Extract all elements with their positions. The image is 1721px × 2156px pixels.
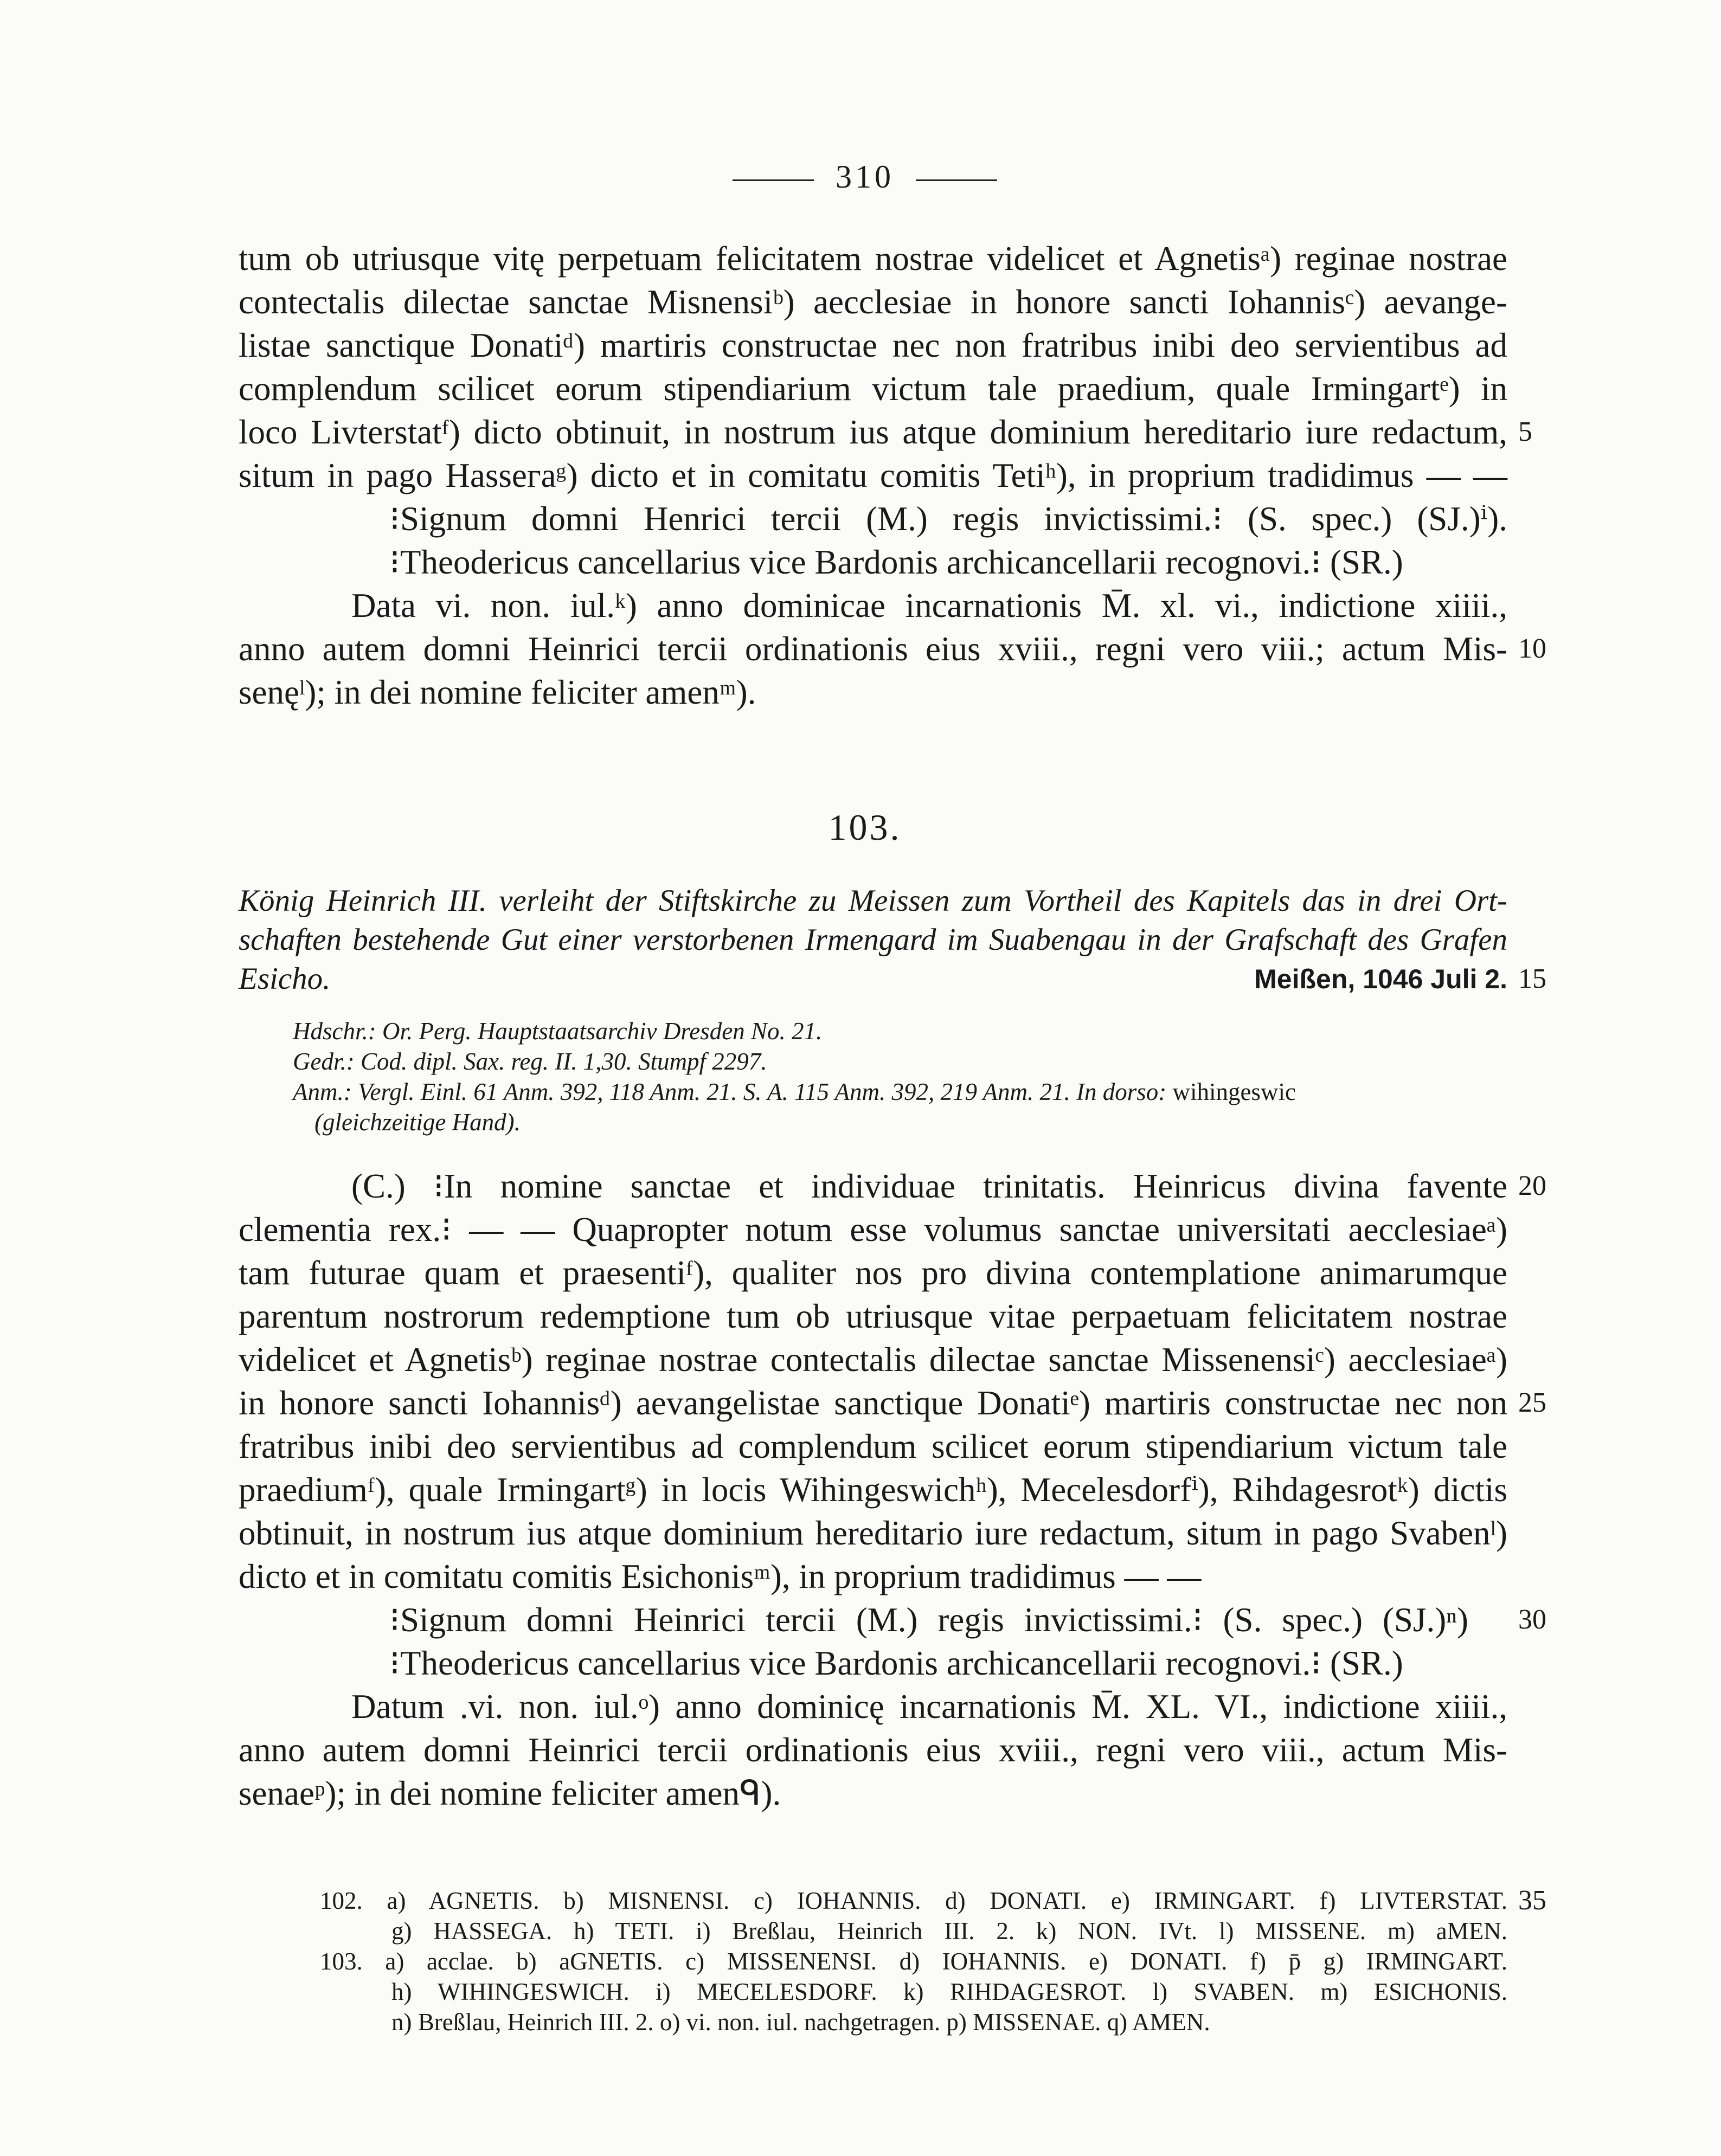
doc102-line: situm in pago Hasseгaᵍ) dicto et in comitatu comitis Tetiʰ), in proprium tradidimus — — [239, 456, 1507, 494]
doc103-line: in honore sancti Iohannisᵈ) aevangelistae sanctique Donatiᵉ) martiris constructae nec non [239, 1384, 1507, 1422]
doc103-line: anno autem domni Heinrici tercii ordinationis eius xviii., regni vero viii., actum Mis- [239, 1731, 1507, 1769]
line-number: 5 [1518, 416, 1532, 447]
rule-right [916, 179, 997, 181]
doc102-line: tum ob utriusque vitę perpetuam felicitatem nostrae videlicet et Agnetisᵃ) reginae nostrae [239, 240, 1507, 278]
doc102-signum: ⁝Signum domni Henrici tercii (M.) regis invictissimi.⁝ (S. spec.) (SJ.)ⁱ). [389, 500, 1507, 538]
regest-line: König Heinrich III. verleiht der Stiftskirche zu Meissen zum Vortheil des Kapitels das in drei Ort- [239, 884, 1507, 918]
doc103-line: fratribus inibi deo servientibus ad complendum scilicet eorum stipendiarium victum tale [239, 1427, 1507, 1465]
rule-left [733, 179, 814, 181]
page-number [705, 158, 1025, 196]
regest-line: Esicho. [239, 962, 331, 996]
footnote-line: 103. a) acclae. b) aGNETIS. c) MISSENENSI. d) IOHANNIS. e) DONATI. f) p̄ g) IRMINGART. [320, 1948, 1507, 1975]
line-number: 25 [1518, 1387, 1546, 1418]
date-place: Meißen, 1046 Juli 2. [1254, 964, 1507, 994]
line-number: 10 [1518, 633, 1546, 664]
dorso-note: wihingeswic [1172, 1078, 1296, 1105]
footnote-line: g) HASSEGA. h) TETI. i) Breßlau, Heinrich III. 2. k) NON. IVt. l) MISSENE. m) aMEN. [391, 1917, 1507, 1945]
doc103-line: parentum nostrorum redemptione tum ob utriusque vitae perpaetuam felicitatem nostrae [239, 1297, 1507, 1335]
footnote-line: n) Breßlau, Heinrich III. 2. o) vi. non. iul. nachgetragen. p) MISSENAE. q) AMEN. [391, 2009, 1210, 2036]
doc103-line: obtinuit, in nostrum ius atque dominium hereditario iure redactum, situm in pago Svabenˡ) [239, 1514, 1507, 1552]
line-number: 20 [1518, 1170, 1546, 1201]
doc103-signum: ⁝Signum domni Heinrici tercii (M.) regis invictissimi.⁝ (S. spec.) (SJ.)ⁿ) [389, 1601, 1468, 1639]
source-printed: Gedr.: Cod. dipl. Sax. reg. II. 1,30. Stumpf 2297. [293, 1048, 767, 1075]
line-number: 35 [1518, 1885, 1546, 1916]
page-number-text: 310 [836, 159, 894, 195]
doc103-invocatio: (C.) ⁝In nomine sanctae et individuae trinitatis. Heinricus divina favente [351, 1167, 1507, 1205]
doc102-recognition: ⁝Theodericus cancellarius vice Bardonis archicancellarii recognovi.⁝ (SR.) [389, 543, 1403, 581]
doc102-line: anno autem domni Heinrici tercii ordinationis eius xviii., regni vero viii.; actum Mis- [239, 630, 1507, 668]
line-number: 15 [1518, 963, 1546, 994]
doc103-dating: Datum .vi. non. iul.ᵒ) anno dominicę incarnationis M̄. XL. VI., indictione xiiii., [351, 1688, 1507, 1726]
doc102-line: complendum scilicet eorum stipendiarium victum tale praedium, quale Irmingartᵉ) in [239, 370, 1507, 408]
doc102-dating: Data vi. non. iul.ᵏ) anno dominicae incarnationis M̄. xl. vi., indictione xiiii., [351, 587, 1507, 625]
footnote-line: 102. a) AGNETIS. b) MISNENSI. c) IOHANNIS. d) DONATI. e) IRMINGART. f) LIVTERSTAT. [320, 1887, 1507, 1914]
footnote-line: h) WIHINGESWICH. i) MECELESDORF. k) RIHDAGESROT. l) SVABEN. m) ESICHONIS. [391, 1978, 1507, 2005]
doc103-line: videlicet et Agnetisᵇ) reginae nostrae contectalis dilectae sanctae Missenensiᶜ) aecclesiaeᵃ) [239, 1341, 1507, 1379]
doc103-line: dicto et in comitatu comitis Esichonisᵐ), in proprium tradidimus — — [239, 1558, 1202, 1595]
doc103-recognition: ⁝Theodericus cancellarius vice Bardonis archicancellarii recognovi.⁝ (SR.) [389, 1644, 1403, 1682]
doc103-line: clementia rex.⁝ — — Quapropter notum esse volumus sanctae universitati aecclesiaeᵃ) [239, 1211, 1507, 1248]
source-manuscript: Hdschr.: Or. Perg. Hauptstaatsarchiv Dresden No. 21. [293, 1018, 823, 1045]
document-number: 103. [828, 807, 902, 848]
doc102-line: contectalis dilectae sanctae Misnensiᵇ) aecclesiae in honore sancti Iohannisᶜ) aevange- [239, 283, 1507, 321]
source-notes-text: Anm.: Vergl. Einl. 61 Anm. 392, 118 Anm. 21. S. A. 115 Anm. 392, 219 Anm. 21. In dorso: [293, 1078, 1167, 1105]
doc103-line: senaeᵖ); in dei nomine feliciter amenᑫ). [239, 1774, 781, 1812]
doc102-line: listae sanctique Donatiᵈ) martiris constructae nec non fratribus inibi deo servientibus ad [239, 326, 1507, 364]
line-number: 30 [1518, 1604, 1546, 1635]
doc102-line: loco Livterstatᶠ) dicto obtinuit, in nostrum ius atque dominium hereditario iure redactum, [239, 413, 1507, 451]
doc103-line: praediumᶠ), quale Irmingartᵍ) in locis Wihingeswichʰ), Mecelesdorfⁱ), Rihdagesrotᵏ) dictis [239, 1471, 1507, 1509]
doc103-line: tam futurae quam et praesentiᶠ), qualiter nos pro divina contemplatione animarumque [239, 1254, 1507, 1292]
doc102-line: senęˡ); in dei nomine feliciter amenᵐ). [239, 673, 756, 711]
regest-line: schaften bestehende Gut einer verstorbenen Irmengard im Suabengau in der Grafschaft des Grafen [239, 923, 1507, 957]
source-notes-continued: (gleichzeitige Hand). [314, 1109, 521, 1136]
source-notes [293, 1077, 1518, 1107]
